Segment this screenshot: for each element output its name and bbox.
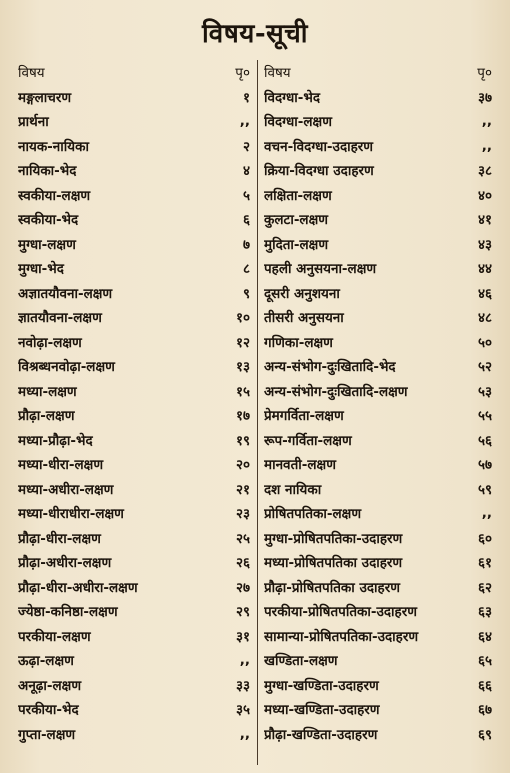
toc-entry-page: ६९ (477, 726, 492, 743)
page-header: पृ० (477, 65, 492, 82)
toc-entry-page: ३३ (235, 677, 250, 694)
subject-header: विषय (18, 65, 45, 82)
toc-entry-title: नवोढ़ा-लक्षण (18, 334, 82, 351)
toc-entry-title: विदग्धा-भेद (264, 89, 321, 106)
toc-entry (264, 158, 492, 183)
toc-entry-title: मङ्गलाचरण (18, 89, 72, 106)
toc-entry-title: परकीया-प्रोषितपतिका-उदाहरण (264, 604, 417, 621)
toc-entry-title: अनूढ़ा-लक्षण (18, 677, 82, 694)
toc-entry-page: १३ (235, 359, 250, 376)
toc-entry-title: मुग्धा-प्रोषितपतिका-उदाहरण (264, 530, 403, 547)
toc-entry-page: २ (242, 138, 250, 155)
toc-entry (264, 134, 492, 159)
toc-entry (264, 599, 492, 624)
toc-entry-title: मध्या-प्रोषितपतिका उदाहरण (264, 555, 403, 572)
toc-entry-page: २९ (235, 604, 250, 621)
toc-entry (264, 477, 492, 502)
toc-entry (18, 183, 250, 208)
toc-entry-title: रूप-गर्विता-लक्षण (264, 432, 352, 449)
toc-entry (18, 379, 250, 404)
toc-entry-title: प्रोषितपतिका-लक्षण (264, 506, 362, 523)
toc-entry-page: ६३ (477, 604, 492, 621)
toc-entry (18, 624, 250, 649)
toc-entry-title: कुलटा-लक्षण (264, 212, 329, 229)
toc-entry-title: पहली अनुसयना-लक्षण (264, 261, 377, 278)
toc-entry (18, 330, 250, 355)
toc-entry (18, 232, 250, 257)
toc-entry-title: दूसरी अनुशयना (264, 285, 340, 302)
toc-entry (18, 501, 250, 526)
toc-entry-title: क्रिया-विदग्धा उदाहरण (264, 163, 374, 180)
toc-entry-page: ४१ (477, 212, 492, 229)
page-header: पृ० (235, 65, 250, 82)
toc-entry (264, 648, 492, 673)
toc-entry (264, 379, 492, 404)
toc-entry-title: नायिका-भेद (18, 163, 77, 180)
toc-entry-page: ८ (242, 261, 250, 278)
toc-entry-title: प्रौढ़ा-अधीरा-लक्षण (18, 555, 112, 572)
toc-entry-title: विदग्धा-लक्षण (264, 114, 332, 131)
toc-entry-title: ज्ञातयौवना-लक्षण (18, 310, 102, 327)
toc-entry-title: मध्या-लक्षण (18, 383, 77, 400)
toc-entry (264, 207, 492, 232)
toc-entry-page: ६५ (477, 653, 492, 670)
toc-entry-page: १९ (235, 432, 250, 449)
toc-entry-page: ५९ (477, 481, 492, 498)
toc-entry-title: अन्य-संभोग-दुःखितादि-भेद (264, 359, 396, 376)
toc-entry-page: २० (235, 457, 250, 474)
toc-entry (18, 648, 250, 673)
column-divider (257, 60, 258, 765)
toc-entry (18, 575, 250, 600)
subject-header: विषय (264, 65, 291, 82)
toc-entry-title: अन्य-संभोग-दुःखितादि-लक्षण (264, 383, 408, 400)
toc-entry (18, 599, 250, 624)
toc-entry (264, 550, 492, 575)
toc-entry-title: खण्डिता-लक्षण (264, 653, 338, 670)
toc-entry-page: २७ (235, 579, 250, 596)
toc-entry-title: स्वकीया-लक्षण (18, 187, 91, 204)
toc-entry-page: ५७ (477, 457, 492, 474)
toc-entry (264, 722, 492, 747)
toc-entry-title: मध्या-खण्डिता-उदाहरण (264, 702, 380, 719)
toc-entry-page: ३८ (477, 163, 492, 180)
toc-entry-page: ,, (239, 725, 250, 742)
toc-entry-title: प्रार्थना (18, 114, 49, 131)
toc-entry-title: मध्या-प्रौढ़ा-भेद (18, 432, 93, 449)
toc-entry (264, 183, 492, 208)
toc-entry-title: गुप्ता-लक्षण (18, 726, 76, 743)
toc-entry-page: ३५ (235, 702, 250, 719)
toc-entry (18, 452, 250, 477)
toc-entry-page: ४६ (477, 285, 492, 302)
toc-entry-title: प्रौढ़ा-धीरा-लक्षण (18, 530, 101, 547)
toc-entry (18, 305, 250, 330)
toc-entry-page: ४० (477, 187, 492, 204)
toc-entry (18, 550, 250, 575)
toc-entry-page: ५६ (477, 432, 492, 449)
toc-entry-page: ,, (481, 113, 492, 130)
toc-entry-page: ४३ (477, 236, 492, 253)
toc-entry-title: प्रौढ़ा-लक्षण (18, 408, 75, 425)
toc-entry-page: २३ (235, 506, 250, 523)
toc-entry-title: नायक-नायिका (18, 138, 89, 155)
toc-entry-page: ३१ (235, 628, 250, 645)
toc-entry-title: लक्षिता-लक्षण (264, 187, 332, 204)
toc-entry-title: मुग्धा-भेद (18, 261, 64, 278)
toc-entry-page: २१ (235, 481, 250, 498)
toc-entry (18, 256, 250, 281)
toc-entry (264, 428, 492, 453)
toc-entry (18, 207, 250, 232)
toc-entry-title: सामान्या-प्रोषितपतिका-उदाहरण (264, 628, 419, 645)
toc-entry-page: ५५ (477, 408, 492, 425)
toc-entry (264, 624, 492, 649)
toc-entry-page: ५३ (477, 383, 492, 400)
toc-entry (264, 673, 492, 698)
toc-entry-title: स्वकीया-भेद (18, 212, 79, 229)
toc-entry-page: ६२ (477, 579, 492, 596)
toc-entry-page: २५ (235, 530, 250, 547)
toc-entry (264, 330, 492, 355)
toc-entry (264, 354, 492, 379)
toc-entry-title: मध्या-अधीरा-लक्षण (18, 481, 114, 498)
toc-entry-page: ४८ (477, 310, 492, 327)
toc-entry-page: ६७ (477, 702, 492, 719)
right-toc-column (264, 60, 492, 746)
toc-entry-title: दश नायिका (264, 481, 322, 498)
toc-entry (18, 134, 250, 159)
toc-entry-title: मध्या-धीराधीरा-लक्षण (18, 506, 124, 523)
toc-entry (264, 501, 492, 526)
toc-entry (264, 575, 492, 600)
toc-entry (264, 232, 492, 257)
toc-entry-page: ६६ (477, 677, 492, 694)
toc-header-row (264, 60, 492, 85)
toc-entry-title: प्रेमगर्विता-लक्षण (264, 408, 344, 425)
toc-entry-page: ५२ (477, 359, 492, 376)
toc-entry-page: ६० (477, 530, 492, 547)
toc-entry-page: २६ (235, 555, 250, 572)
toc-entry (18, 722, 250, 747)
toc-entry-title: वचन-विदग्धा-उदाहरण (264, 138, 374, 155)
toc-entry-title: तीसरी अनुसयना (264, 310, 344, 327)
toc-entry (264, 281, 492, 306)
toc-entry-page: ,, (239, 652, 250, 669)
toc-entry (264, 109, 492, 134)
toc-entry-page: १२ (235, 334, 250, 351)
toc-entry-page: ६ (242, 212, 250, 229)
toc-entry-page: ६४ (477, 628, 492, 645)
toc-entry-title: मानवती-लक्षण (264, 457, 336, 474)
toc-entry (264, 256, 492, 281)
toc-entry (264, 403, 492, 428)
toc-entry (18, 673, 250, 698)
toc-entry-page: ५ (242, 187, 250, 204)
toc-entry-title: मध्या-धीरा-लक्षण (18, 457, 104, 474)
toc-entry-page: ४ (242, 163, 250, 180)
toc-entry-page: १० (235, 310, 250, 327)
toc-entry-page: १७ (235, 408, 250, 425)
toc-entry-title: मुदिता-लक्षण (264, 236, 329, 253)
toc-entry (264, 526, 492, 551)
toc-entry-title: प्रौढ़ा-प्रोषितपतिका उदाहरण (264, 579, 400, 596)
toc-entry (264, 452, 492, 477)
toc-entry-page: १ (242, 89, 250, 106)
left-toc-column (18, 60, 250, 746)
toc-entry-title: ऊढ़ा-लक्षण (18, 653, 74, 670)
toc-entry-page: ६१ (477, 555, 492, 572)
toc-entry (264, 305, 492, 330)
page-title: विषय-सूची (202, 19, 308, 49)
toc-entry (18, 354, 250, 379)
toc-entry-title: परकीया-भेद (18, 702, 79, 719)
toc-entry-title: मुग्धा-खण्डिता-उदाहरण (264, 677, 379, 694)
toc-entry-title: विश्रब्धनवोढ़ा-लक्षण (18, 359, 115, 376)
toc-entry-page: १५ (235, 383, 250, 400)
toc-entry-title: ज्येष्ठा-कनिष्ठा-लक्षण (18, 604, 118, 621)
toc-entry-page: ४४ (477, 261, 492, 278)
toc-entry-title: प्रौढ़ा-धीरा-अधीरा-लक्षण (18, 579, 138, 596)
toc-entry-title: मुग्धा-लक्षण (18, 236, 76, 253)
toc-entry (18, 281, 250, 306)
toc-entry-page: ,, (481, 505, 492, 522)
toc-entry-title: गणिका-लक्षण (264, 334, 333, 351)
toc-entry-page: ५० (477, 334, 492, 351)
toc-entry (18, 158, 250, 183)
toc-entry (18, 428, 250, 453)
toc-entry (18, 403, 250, 428)
toc-entry-page: ,, (239, 113, 250, 130)
toc-entry-title: प्रौढ़ा-खण्डिता-उदाहरण (264, 726, 378, 743)
toc-entry-page: ९ (242, 285, 250, 302)
toc-entry-page: ७ (242, 236, 250, 253)
toc-entry (264, 85, 492, 110)
toc-entry (18, 85, 250, 110)
toc-entry-page: ३७ (477, 89, 492, 106)
toc-entry (18, 109, 250, 134)
toc-entry-page: ,, (481, 137, 492, 154)
toc-entry (264, 697, 492, 722)
toc-entry-title: अज्ञातयौवना-लक्षण (18, 285, 113, 302)
toc-entry (18, 526, 250, 551)
toc-entry (18, 697, 250, 722)
toc-entry (18, 477, 250, 502)
toc-header-row (18, 60, 250, 85)
toc-entry-title: परकीया-लक्षण (18, 628, 91, 645)
